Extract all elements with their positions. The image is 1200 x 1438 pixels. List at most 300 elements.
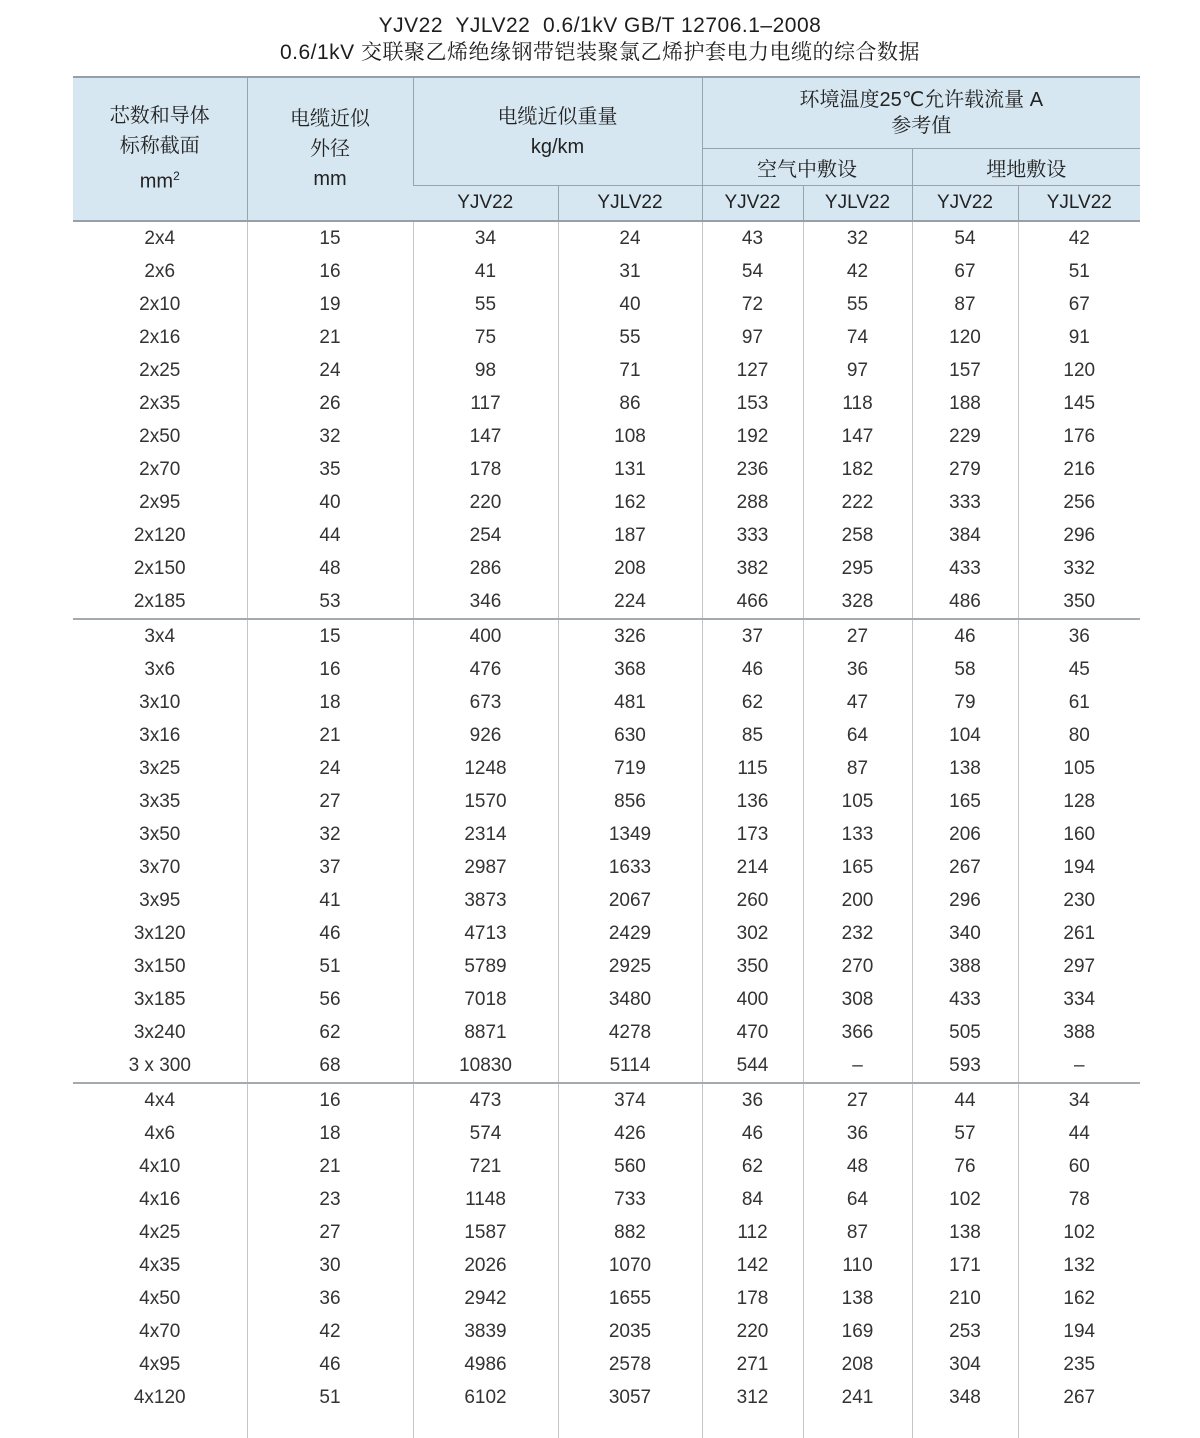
value-cell: 8871 — [413, 1016, 558, 1049]
header-buried-yjv22: YJV22 — [912, 186, 1018, 222]
value-cell: 23 — [247, 1183, 413, 1216]
value-cell: 112 — [702, 1216, 803, 1249]
value-cell: 165 — [912, 785, 1018, 818]
value-cell: – — [1018, 1049, 1140, 1083]
value-cell: 60 — [1018, 1150, 1140, 1183]
header-diameter — [247, 77, 413, 221]
row-label-cell: 3x70 — [139, 857, 181, 878]
value-cell: 241 — [803, 1381, 912, 1414]
value-cell: 312 — [702, 1381, 803, 1414]
value-cell: 560 — [558, 1150, 702, 1183]
value-cell: 142 — [702, 1249, 803, 1282]
value-cell: 296 — [912, 884, 1018, 917]
value-cell: 160 — [1018, 818, 1140, 851]
value-cell: 297 — [1018, 950, 1140, 983]
table-row — [73, 1183, 1140, 1216]
value-cell: 145 — [1018, 387, 1140, 420]
value-cell: 87 — [803, 752, 912, 785]
row-label-cell: 4x16 — [139, 1189, 181, 1210]
table-row — [73, 255, 1140, 288]
value-cell: 308 — [803, 983, 912, 1016]
value-cell: 138 — [803, 1282, 912, 1315]
table-bottom-filler — [73, 1414, 1140, 1438]
value-cell: 42 — [1018, 221, 1140, 255]
table-row — [73, 719, 1140, 752]
value-cell: 388 — [912, 950, 1018, 983]
value-cell: 104 — [912, 719, 1018, 752]
header-diameter-line1: 电缆近似 — [290, 108, 370, 130]
value-cell: 30 — [247, 1249, 413, 1282]
table-row — [73, 387, 1140, 420]
value-cell: 374 — [558, 1083, 702, 1117]
value-cell: 78 — [1018, 1183, 1140, 1216]
value-cell: 346 — [413, 585, 558, 619]
value-cell: 926 — [413, 719, 558, 752]
value-cell: 71 — [558, 354, 702, 387]
row-label-cell: 2x70 — [139, 459, 181, 480]
value-cell: – — [803, 1049, 912, 1083]
value-cell: 54 — [912, 221, 1018, 255]
value-cell: 32 — [247, 420, 413, 453]
value-cell: 1349 — [558, 818, 702, 851]
row-label-cell: 4x50 — [139, 1288, 181, 1309]
value-cell: 295 — [803, 552, 912, 585]
value-cell: 7018 — [413, 983, 558, 1016]
value-cell: 544 — [702, 1049, 803, 1083]
value-cell: 51 — [247, 1381, 413, 1414]
table-row — [73, 1150, 1140, 1183]
value-cell: 220 — [413, 486, 558, 519]
value-cell: 117 — [413, 387, 558, 420]
filler-cell — [1018, 1414, 1140, 1438]
value-cell: 267 — [1018, 1381, 1140, 1414]
value-cell: 332 — [1018, 552, 1140, 585]
value-cell: 267 — [912, 851, 1018, 884]
table-row — [73, 288, 1140, 321]
table-row — [73, 1016, 1140, 1049]
row-label-cell: 3x50 — [139, 824, 181, 845]
value-cell: 426 — [558, 1117, 702, 1150]
row-label-cell: 3x120 — [133, 923, 186, 944]
value-cell: 76 — [912, 1150, 1018, 1183]
value-cell: 147 — [413, 420, 558, 453]
value-cell: 368 — [558, 653, 702, 686]
value-cell: 173 — [702, 818, 803, 851]
value-cell: 208 — [803, 1348, 912, 1381]
value-cell: 593 — [912, 1049, 1018, 1083]
value-cell: 260 — [702, 884, 803, 917]
value-cell: 24 — [558, 221, 702, 255]
value-cell: 48 — [803, 1150, 912, 1183]
value-cell: 98 — [413, 354, 558, 387]
value-cell: 733 — [558, 1183, 702, 1216]
title-line-1: YJV22 YJLV22 0.6/1kV GB/T 12706.1–2008 — [378, 14, 822, 37]
row-label-cell: 2x4 — [144, 228, 176, 249]
value-cell: 36 — [803, 653, 912, 686]
value-cell: 1148 — [413, 1183, 558, 1216]
value-cell: 87 — [912, 288, 1018, 321]
row-label-cell: 2x120 — [133, 525, 186, 546]
value-cell: 4713 — [413, 917, 558, 950]
value-cell: 279 — [912, 453, 1018, 486]
value-cell: 128 — [1018, 785, 1140, 818]
value-cell: 21 — [247, 1150, 413, 1183]
value-cell: 24 — [247, 354, 413, 387]
value-cell: 61 — [1018, 686, 1140, 719]
value-cell: 133 — [803, 818, 912, 851]
value-cell: 388 — [1018, 1016, 1140, 1049]
table-row — [73, 785, 1140, 818]
value-cell: 348 — [912, 1381, 1018, 1414]
row-label-cell: 4x10 — [139, 1156, 181, 1177]
value-cell: 53 — [247, 585, 413, 619]
value-cell: 74 — [803, 321, 912, 354]
table-row — [73, 917, 1140, 950]
value-cell: 178 — [413, 453, 558, 486]
value-cell: 21 — [247, 719, 413, 752]
value-cell: 171 — [912, 1249, 1018, 1282]
value-cell: 15 — [247, 221, 413, 255]
value-cell: 54 — [702, 255, 803, 288]
value-cell: 21 — [247, 321, 413, 354]
value-cell: 55 — [558, 321, 702, 354]
value-cell: 162 — [558, 486, 702, 519]
value-cell: 48 — [247, 552, 413, 585]
value-cell: 51 — [247, 950, 413, 983]
table-row — [73, 619, 1140, 653]
value-cell: 182 — [803, 453, 912, 486]
value-cell: 194 — [1018, 851, 1140, 884]
value-cell: 64 — [803, 1183, 912, 1216]
value-cell: 236 — [702, 453, 803, 486]
value-cell: 2429 — [558, 917, 702, 950]
value-cell: 62 — [247, 1016, 413, 1049]
value-cell: 224 — [558, 585, 702, 619]
value-cell: 35 — [247, 453, 413, 486]
value-cell: 340 — [912, 917, 1018, 950]
header-diameter-line2: 外径 — [310, 138, 350, 160]
value-cell: 62 — [702, 686, 803, 719]
value-cell: 147 — [803, 420, 912, 453]
filler-cell — [247, 1414, 413, 1438]
value-cell: 326 — [558, 619, 702, 653]
value-cell: 46 — [247, 917, 413, 950]
value-cell: 108 — [558, 420, 702, 453]
value-cell: 34 — [413, 221, 558, 255]
value-cell: 64 — [803, 719, 912, 752]
header-weight-line1: 电缆近似重量 — [497, 105, 618, 128]
row-label-cell: 2x185 — [133, 591, 186, 612]
table-row — [73, 486, 1140, 519]
value-cell: 16 — [247, 653, 413, 686]
value-cell: 232 — [803, 917, 912, 950]
value-cell: 630 — [558, 719, 702, 752]
value-cell: 333 — [912, 486, 1018, 519]
value-cell: 85 — [702, 719, 803, 752]
value-cell: 350 — [1018, 585, 1140, 619]
header-current-group — [702, 77, 1140, 149]
value-cell: 36 — [247, 1282, 413, 1315]
value-cell: 214 — [702, 851, 803, 884]
value-cell: 18 — [247, 1117, 413, 1150]
row-label-cell: 4x25 — [139, 1222, 181, 1243]
value-cell: 382 — [702, 552, 803, 585]
header-diameter-unit: mm — [313, 168, 347, 190]
value-cell: 296 — [1018, 519, 1140, 552]
value-cell: 333 — [702, 519, 803, 552]
value-cell: 10830 — [413, 1049, 558, 1083]
value-cell: 882 — [558, 1216, 702, 1249]
value-cell: 55 — [803, 288, 912, 321]
row-label-cell: 2x35 — [139, 393, 181, 414]
value-cell: 86 — [558, 387, 702, 420]
row-label-cell: 2x95 — [139, 492, 181, 513]
value-cell: 31 — [558, 255, 702, 288]
row-label-cell: 3x10 — [139, 692, 181, 713]
table-row — [73, 1083, 1140, 1117]
table-row — [73, 983, 1140, 1016]
value-cell: 97 — [803, 354, 912, 387]
row-label-cell: 3x16 — [139, 725, 181, 746]
value-cell: 1587 — [413, 1216, 558, 1249]
value-cell: 27 — [247, 785, 413, 818]
row-label-cell: 3x240 — [133, 1022, 186, 1043]
value-cell: 222 — [803, 486, 912, 519]
value-cell: 721 — [413, 1150, 558, 1183]
value-cell: 476 — [413, 653, 558, 686]
value-cell: 36 — [803, 1117, 912, 1150]
value-cell: 46 — [702, 653, 803, 686]
row-label-cell: 4x95 — [139, 1354, 181, 1375]
value-cell: 210 — [912, 1282, 1018, 1315]
value-cell: 473 — [413, 1083, 558, 1117]
header-air-yjv22: YJV22 — [702, 186, 803, 222]
value-cell: 87 — [803, 1216, 912, 1249]
value-cell: 261 — [1018, 917, 1140, 950]
table-row — [73, 1049, 1140, 1083]
table-row — [73, 1282, 1140, 1315]
row-label-cell: 2x25 — [139, 360, 181, 381]
header-weight-unit: kg/km — [530, 135, 585, 158]
header-core-section — [73, 77, 247, 221]
table-row — [73, 321, 1140, 354]
value-cell: 26 — [247, 387, 413, 420]
value-cell: 270 — [803, 950, 912, 983]
value-cell: 256 — [1018, 486, 1140, 519]
value-cell: 188 — [912, 387, 1018, 420]
value-cell: 32 — [803, 221, 912, 255]
header-core-line2: 标称截面 — [119, 135, 200, 158]
value-cell: 27 — [247, 1216, 413, 1249]
value-cell: 46 — [247, 1348, 413, 1381]
table-row — [73, 653, 1140, 686]
value-cell: 32 — [247, 818, 413, 851]
value-cell: 18 — [247, 686, 413, 719]
value-cell: 37 — [702, 619, 803, 653]
value-cell: 304 — [912, 1348, 1018, 1381]
value-cell: 97 — [702, 321, 803, 354]
value-cell: 3839 — [413, 1315, 558, 1348]
value-cell: 433 — [912, 552, 1018, 585]
value-cell: 719 — [558, 752, 702, 785]
value-cell: 40 — [558, 288, 702, 321]
value-cell: 105 — [1018, 752, 1140, 785]
value-cell: 366 — [803, 1016, 912, 1049]
value-cell: 176 — [1018, 420, 1140, 453]
value-cell: 673 — [413, 686, 558, 719]
value-cell: 67 — [1018, 288, 1140, 321]
value-cell: 162 — [1018, 1282, 1140, 1315]
value-cell: 24 — [247, 752, 413, 785]
cable-spec-table — [73, 76, 1140, 1438]
value-cell: 153 — [702, 387, 803, 420]
value-cell: 118 — [803, 387, 912, 420]
value-cell: 165 — [803, 851, 912, 884]
value-cell: 466 — [702, 585, 803, 619]
value-cell: 36 — [702, 1083, 803, 1117]
filler-cell — [413, 1414, 558, 1438]
value-cell: 2942 — [413, 1282, 558, 1315]
row-label-cell: 3x25 — [139, 758, 181, 779]
value-cell: 51 — [1018, 255, 1140, 288]
row-label-cell: 3x185 — [133, 989, 186, 1010]
row-label-cell: 3x95 — [139, 890, 181, 911]
value-cell: 136 — [702, 785, 803, 818]
value-cell: 288 — [702, 486, 803, 519]
value-cell: 127 — [702, 354, 803, 387]
value-cell: 192 — [702, 420, 803, 453]
value-cell: 856 — [558, 785, 702, 818]
value-cell: 42 — [803, 255, 912, 288]
row-label-cell: 3x4 — [73, 619, 247, 653]
row-label-cell: 4x70 — [139, 1321, 181, 1342]
value-cell: 4278 — [558, 1016, 702, 1049]
value-cell: 46 — [912, 619, 1018, 653]
table-row — [73, 1216, 1140, 1249]
value-cell: 79 — [912, 686, 1018, 719]
value-cell: 194 — [1018, 1315, 1140, 1348]
value-cell: 334 — [1018, 983, 1140, 1016]
header-weight-group — [413, 77, 702, 186]
table-row — [73, 221, 1140, 255]
value-cell: 16 — [247, 1083, 413, 1117]
value-cell: 220 — [702, 1315, 803, 1348]
table-row — [73, 420, 1140, 453]
value-cell: 2067 — [558, 884, 702, 917]
title-line-2: 0.6/1kV 交联聚乙烯绝缘钢带铠装聚氯乙烯护套电力电缆的综合数据 — [279, 41, 921, 64]
value-cell: 43 — [702, 221, 803, 255]
value-cell: 72 — [702, 288, 803, 321]
value-cell: 6102 — [413, 1381, 558, 1414]
value-cell: 384 — [912, 519, 1018, 552]
row-label-cell: 2x150 — [133, 558, 186, 579]
value-cell: 75 — [413, 321, 558, 354]
value-cell: 350 — [702, 950, 803, 983]
value-cell: 486 — [912, 585, 1018, 619]
value-cell: 110 — [803, 1249, 912, 1282]
value-cell: 132 — [1018, 1249, 1140, 1282]
value-cell: 115 — [702, 752, 803, 785]
filler-cell — [803, 1414, 912, 1438]
value-cell: 433 — [912, 983, 1018, 1016]
value-cell: 67 — [912, 255, 1018, 288]
row-label-cell: 3x6 — [144, 659, 176, 680]
value-cell: 41 — [247, 884, 413, 917]
value-cell: 302 — [702, 917, 803, 950]
value-cell: 44 — [247, 519, 413, 552]
table-row — [73, 686, 1140, 719]
row-label-cell: 4x35 — [139, 1255, 181, 1276]
value-cell: 3873 — [413, 884, 558, 917]
value-cell: 84 — [702, 1183, 803, 1216]
value-cell: 470 — [702, 1016, 803, 1049]
value-cell: 138 — [912, 1216, 1018, 1249]
value-cell: 46 — [702, 1117, 803, 1150]
value-cell: 200 — [803, 884, 912, 917]
value-cell: 3480 — [558, 983, 702, 1016]
row-label-cell: 3x150 — [133, 956, 186, 977]
value-cell: 120 — [912, 321, 1018, 354]
value-cell: 42 — [247, 1315, 413, 1348]
header-air-yjlv22: YJLV22 — [803, 186, 912, 222]
header-weight-yjv22: YJV22 — [413, 186, 558, 222]
value-cell: 400 — [413, 619, 558, 653]
value-cell: 40 — [247, 486, 413, 519]
table-row — [73, 585, 1140, 619]
table-row — [73, 354, 1140, 387]
row-label-cell: 4x6 — [144, 1123, 176, 1144]
value-cell: 80 — [1018, 719, 1140, 752]
header-core-line1: 芯数和导体 — [109, 105, 210, 128]
value-cell: 19 — [247, 288, 413, 321]
value-cell: 157 — [912, 354, 1018, 387]
value-cell: 481 — [558, 686, 702, 719]
filler-cell — [558, 1414, 702, 1438]
value-cell: 57 — [912, 1117, 1018, 1150]
row-label-cell: 3 x 300 — [128, 1055, 191, 1076]
header-current-line2: 参考值 — [891, 115, 952, 137]
filler-cell — [912, 1414, 1018, 1438]
value-cell: 58 — [912, 653, 1018, 686]
value-cell: 1248 — [413, 752, 558, 785]
row-label-cell: 4x4 — [73, 1083, 247, 1117]
table-header — [73, 77, 1140, 221]
value-cell: 44 — [912, 1083, 1018, 1117]
value-cell: 271 — [702, 1348, 803, 1381]
value-cell: 5789 — [413, 950, 558, 983]
header-weight-yjlv22: YJLV22 — [558, 186, 702, 222]
table-row — [73, 1117, 1140, 1150]
value-cell: 286 — [413, 552, 558, 585]
value-cell: 216 — [1018, 453, 1140, 486]
value-cell: 5114 — [558, 1049, 702, 1083]
filler-cell — [73, 1414, 247, 1438]
value-cell: 55 — [413, 288, 558, 321]
value-cell: 400 — [702, 983, 803, 1016]
row-label-cell: 4x120 — [133, 1387, 186, 1408]
value-cell: 102 — [1018, 1216, 1140, 1249]
value-cell: 34 — [1018, 1083, 1140, 1117]
value-cell: 138 — [912, 752, 1018, 785]
value-cell: 2925 — [558, 950, 702, 983]
value-cell: 2035 — [558, 1315, 702, 1348]
value-cell: 3057 — [558, 1381, 702, 1414]
value-cell: 2578 — [558, 1348, 702, 1381]
value-cell: 1655 — [558, 1282, 702, 1315]
table-row — [73, 1315, 1140, 1348]
value-cell: 229 — [912, 420, 1018, 453]
header-core-unit: $mm^2$ — [139, 169, 180, 193]
